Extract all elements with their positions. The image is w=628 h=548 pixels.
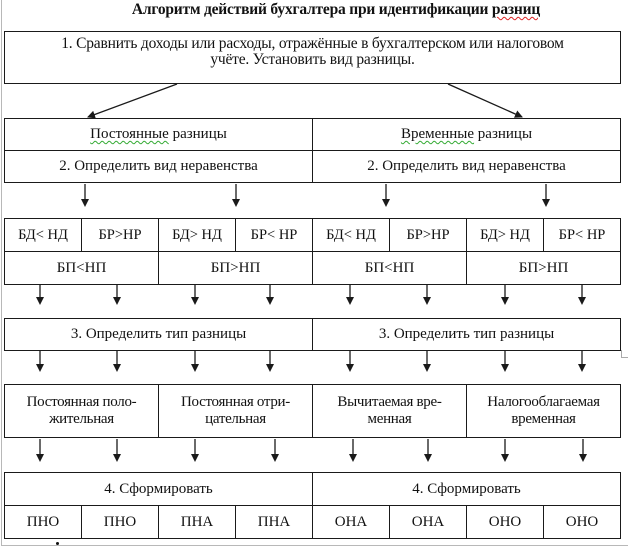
down-arrow-icon (112, 285, 122, 305)
inequality-cell: БД< НД (313, 219, 390, 252)
result-cell: ПНА (159, 506, 236, 539)
result-cell: ОНО (467, 506, 544, 539)
down-arrow-icon (112, 351, 122, 372)
inequality-cell: БД< НД (5, 219, 82, 252)
inequality-cell: БР< НР (544, 219, 621, 252)
down-arrow-icon (190, 439, 200, 462)
layout-corner-mark (621, 350, 628, 358)
down-arrow-icon (500, 285, 510, 305)
step3-left: 3. Определить тип разницы (5, 319, 313, 351)
down-arrow-icon (190, 351, 200, 372)
result-cell: ПНО (5, 506, 82, 539)
down-arrow-icon (577, 285, 587, 305)
difference-kinds-table (4, 118, 621, 183)
title-flagged-word: разниц (491, 1, 541, 18)
result-cell: ОНА (313, 506, 390, 539)
step3-right: 3. Определить тип разницы (313, 319, 621, 351)
difference-types-table (4, 384, 621, 438)
step2-right: 2. Определить вид неравенства (313, 151, 621, 183)
down-arrow-icon (190, 285, 200, 305)
profit-relation-cell: БП<НП (5, 252, 159, 285)
kind-temporary: Временные разницы (313, 119, 621, 151)
down-arrow-icon (35, 285, 45, 305)
down-arrow-icon (112, 439, 122, 462)
down-arrow-icon (348, 439, 358, 462)
result-cell: ОНО (544, 506, 621, 539)
step3-table (4, 318, 621, 351)
down-arrow-icon (231, 184, 241, 207)
step1-line2: учёте. Установить вид разницы. (210, 51, 415, 68)
kind-permanent: Постоянные разницы (5, 119, 313, 151)
profit-relation-cell: БП<НП (313, 252, 467, 285)
down-arrow-icon (381, 184, 391, 207)
down-arrow-icon (265, 285, 275, 305)
down-arrow-icon (422, 351, 432, 372)
step2-left: 2. Определить вид неравенства (5, 151, 313, 183)
step4-right: 4. Сформировать (313, 473, 621, 506)
inequality-cell: БД> НД (159, 219, 236, 252)
down-arrow-icon (578, 439, 588, 462)
down-arrow-icon (423, 439, 433, 462)
profit-relation-cell: БП>НП (467, 252, 621, 285)
type-permanent-negative: Постоянная отри- цательная (159, 385, 313, 438)
down-arrow-icon (265, 351, 275, 372)
down-arrow-icon (577, 351, 587, 372)
down-arrow-icon (270, 439, 280, 462)
arrow-to-permanent-icon (88, 84, 177, 117)
down-arrow-icon (80, 184, 90, 207)
result-cell: ПНА (236, 506, 313, 539)
down-arrow-icon (541, 184, 551, 207)
step1-line1: 1. Сравнить доходы или расходы, отражённые в бухгалтерском или налоговом (61, 35, 564, 52)
type-deductible-temporary: Вычитаемая вре- менная (313, 385, 467, 438)
down-arrow-icon (500, 351, 510, 372)
down-arrow-icon (422, 285, 432, 305)
down-arrow-icon (345, 351, 355, 372)
stray-dot (56, 542, 59, 545)
result-cell: ОНА (390, 506, 467, 539)
inequality-cell: БР>НР (82, 219, 159, 252)
down-arrow-icon (500, 439, 510, 462)
inequality-cell: БД> НД (467, 219, 544, 252)
down-arrow-icon (345, 285, 355, 305)
result-cell: ПНО (82, 506, 159, 539)
down-arrow-icon (35, 439, 45, 462)
type-taxable-temporary: Налогооблагаемая временная (467, 385, 621, 438)
inequality-cell: БР>НР (390, 219, 467, 252)
arrow-to-temporary-icon (448, 84, 522, 117)
results-table (4, 472, 621, 539)
profit-relation-cell: БП>НП (159, 252, 313, 285)
down-arrow-icon (35, 351, 45, 372)
type-permanent-positive: Постоянная поло- жительная (5, 385, 159, 438)
inequality-cell: БР< НР (236, 219, 313, 252)
inequalities-table (4, 218, 621, 285)
title-text: Алгоритм действий бухгалтера при идентификации (131, 1, 492, 18)
step4-left: 4. Сформировать (5, 473, 313, 506)
